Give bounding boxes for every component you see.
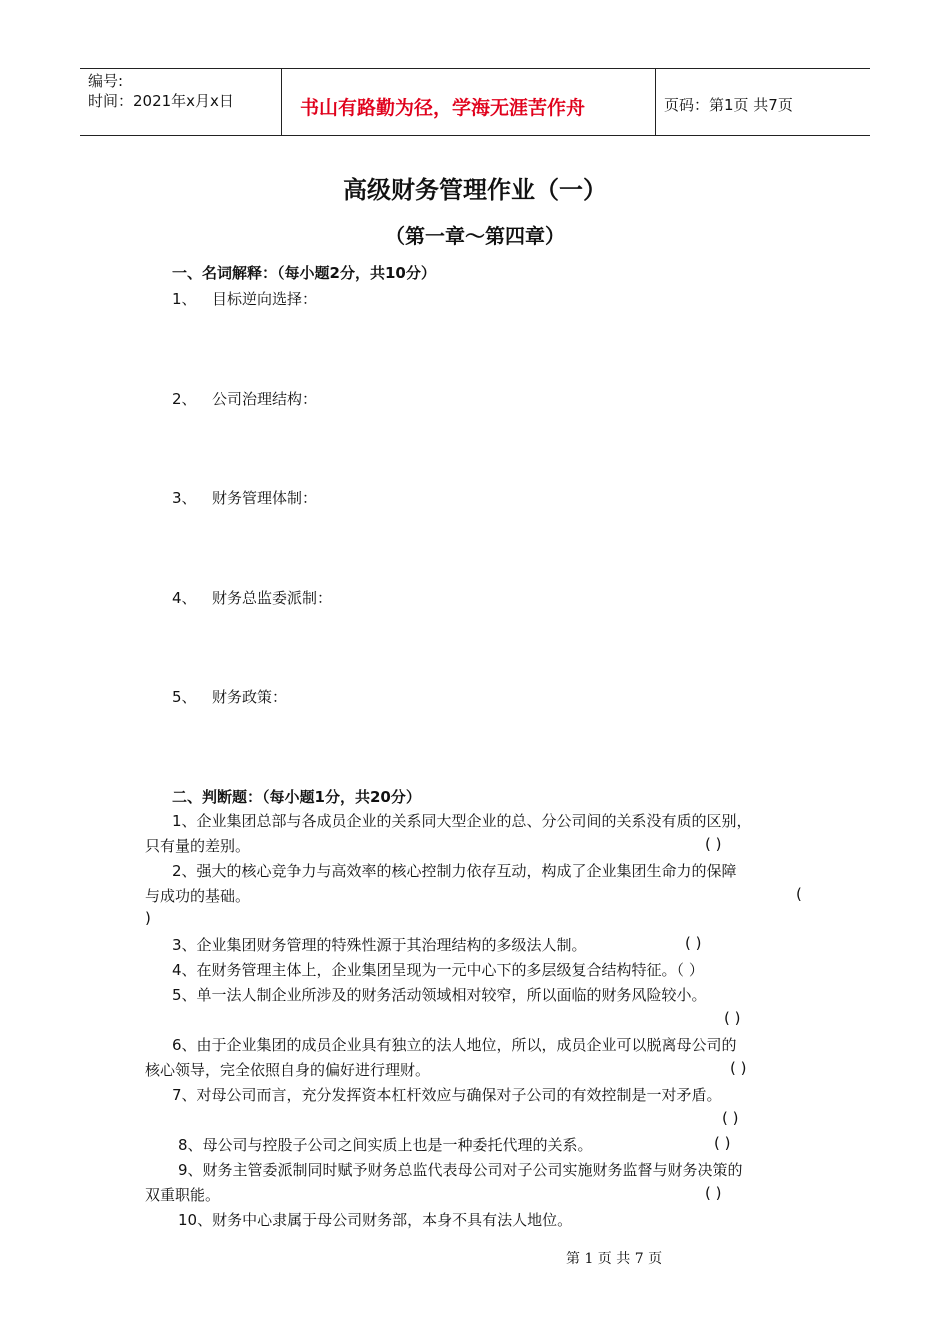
date-text: 时间：2021年x月x日 [88, 92, 234, 110]
answer-blank: ( ) [685, 934, 702, 952]
question-line: 核心领导，完全依照自身的偏好进行理财。 [145, 1061, 431, 1079]
question-line: 4、在财务管理主体上，企业集团呈现为一元中心下的多层级复合结构特征。（ ） [172, 961, 704, 979]
question-line: 双重职能。 [145, 1186, 221, 1204]
page-info: 页码：第1页 共7页 [664, 96, 793, 114]
question-line: 3、企业集团财务管理的特殊性源于其治理结构的多级法人制。 [172, 936, 587, 954]
question-line: 5、单一法人制企业所涉及的财务活动领域相对较窄，所以面临的财务风险较小。 [172, 986, 707, 1004]
header-top-border [80, 68, 870, 69]
section2-heading: 二、判断题：（每小题1分，共20分） [172, 788, 421, 806]
answer-blank: ( [796, 885, 802, 903]
document-subtitle: （第一章～第四章） [385, 224, 565, 248]
header-divider-right [655, 68, 656, 135]
term-label: 财务总监委派制： [212, 589, 333, 607]
term-number: 1、 [172, 290, 197, 308]
answer-blank: ( ) [730, 1059, 747, 1077]
question-line: 8、母公司与控股子公司之间实质上也是一种委托代理的关系。 [178, 1136, 593, 1154]
question-line: 7、对母公司而言，充分发挥资本杠杆效应与确保对子公司的有效控制是一对矛盾。 [172, 1086, 722, 1104]
question-line: 只有量的差别。 [145, 837, 251, 855]
page-footer: 第 1 页 共 7 页 [566, 1251, 663, 1267]
term-label: 财务政策： [212, 688, 288, 706]
section1-heading: 一、名词解释：（每小题2分，共10分） [172, 264, 436, 282]
serial-label: 编号: [88, 72, 124, 90]
answer-blank: ( ) [724, 1009, 741, 1027]
term-label: 目标逆向选择： [212, 290, 318, 308]
term-label: 财务管理体制： [212, 489, 318, 507]
answer-blank: ( ) [722, 1109, 739, 1127]
answer-blank: ) [145, 909, 151, 927]
answer-blank: ( ) [705, 835, 722, 853]
question-line: 9、财务主管委派制同时赋予财务总监代表母公司对子公司实施财务监督与财务决策的 [178, 1161, 743, 1179]
question-line: 10、财务中心隶属于母公司财务部，本身不具有法人地位。 [178, 1211, 573, 1229]
term-number: 4、 [172, 589, 197, 607]
document-title: 高级财务管理作业（一） [343, 176, 607, 204]
term-number: 3、 [172, 489, 197, 507]
question-line: 与成功的基础。 [145, 887, 251, 905]
question-line: 1、企业集团总部与各成员企业的关系同大型企业的总、分公司间的关系没有质的区别， [172, 812, 752, 830]
question-line: 6、由于企业集团的成员企业具有独立的法人地位，所以，成员企业可以脱离母公司的 [172, 1036, 737, 1054]
answer-blank: ( ) [705, 1184, 722, 1202]
header-divider-left [281, 68, 282, 135]
motto-text: 书山有路勤为径，学海无涯苦作舟 [300, 97, 586, 119]
answer-blank: ( ) [714, 1134, 731, 1152]
header-bottom-border [80, 135, 870, 136]
term-label: 公司治理结构： [212, 390, 318, 408]
term-number: 5、 [172, 688, 197, 706]
question-line: 2、强大的核心竞争力与高效率的核心控制力依存互动，构成了企业集团生命力的保障 [172, 862, 737, 880]
term-number: 2、 [172, 390, 197, 408]
